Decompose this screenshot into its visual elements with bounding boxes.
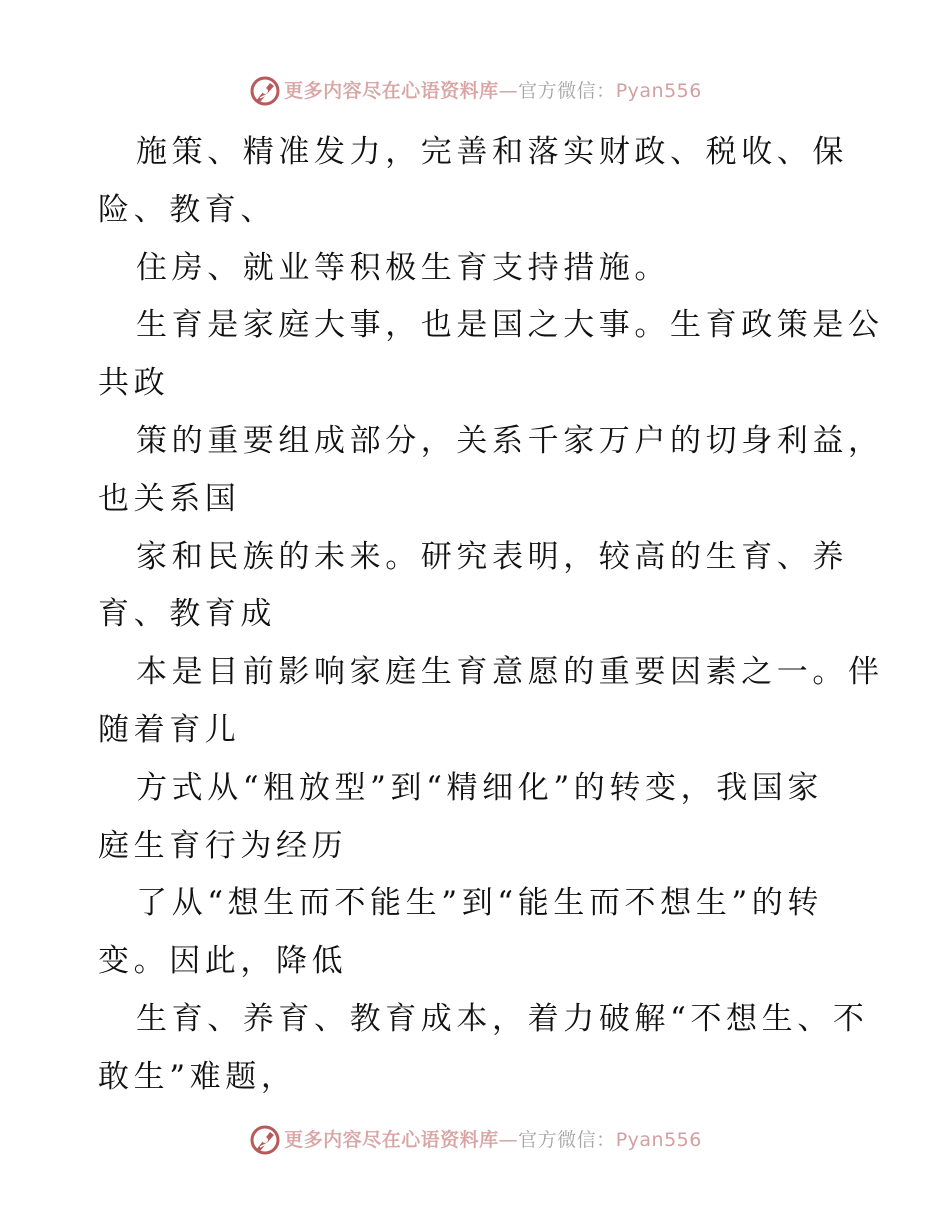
text-line: 家和民族的未来。研究表明，较高的生育、养	[136, 538, 848, 575]
quill-circle-logo-icon	[248, 1123, 282, 1157]
watermark-wechat-id: Pyan556	[615, 1128, 702, 1151]
text-line: 住房、就业等积极生育支持措施。	[136, 249, 670, 286]
text-line: 生育、养育、教育成本，着力破解“不想生、不	[136, 1000, 869, 1037]
text-line: 方式从“粗放型”到“精细化”的转变，我国家	[136, 769, 823, 806]
watermark-sub-text: 官方微信：	[518, 1128, 616, 1151]
text-line: 敢生”难题，	[98, 1058, 297, 1095]
quill-circle-logo-icon	[248, 74, 282, 108]
text-line: 育、教育成	[98, 596, 276, 633]
text-line: 险、教育、	[98, 191, 276, 228]
watermark-main-text: 更多内容尽在心语资料库	[284, 79, 499, 102]
watermark-main-text: 更多内容尽在心语资料库	[284, 1128, 499, 1151]
text-line: 变。因此，降低	[98, 943, 348, 980]
text-line: 本是目前影响家庭生育意愿的重要因素之一。伴	[136, 654, 884, 691]
text-line: 也关系国	[98, 480, 241, 517]
text-line: 生育是家庭大事，也是国之大事。生育政策是公	[136, 307, 884, 344]
text-line: 随着育儿	[98, 711, 241, 748]
text-line: 庭生育行为经历	[98, 827, 348, 864]
text-line: 策的重要组成部分，关系千家万户的切身利益，	[136, 422, 884, 459]
watermark-separator: —	[498, 79, 519, 102]
text-line: 了从“想生而不能生”到“能生而不想生”的转	[136, 885, 823, 922]
document-body	[98, 124, 884, 1107]
watermark-sub-text: 官方微信：	[518, 79, 616, 102]
text-line: 施策、精准发力，完善和落实财政、税收、保	[136, 134, 848, 170]
footer-watermark	[0, 1120, 950, 1160]
header-watermark	[0, 71, 950, 111]
watermark-separator: —	[498, 1128, 519, 1151]
watermark-wechat-id: Pyan556	[615, 79, 702, 102]
text-line: 共政	[98, 365, 170, 402]
